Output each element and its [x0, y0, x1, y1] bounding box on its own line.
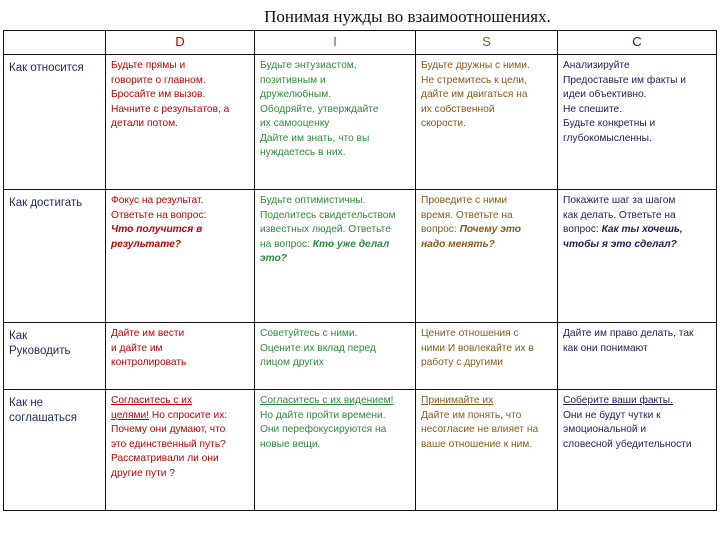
cell-text: Они не будут чутки к эмоциональной и словесной убедительности [563, 409, 692, 450]
cell-text: Будьте энтузиастом, позитивным и дружелюбным. Ободряйте, утверждайте их самооценку Дайте им знать, что вы нуждаетесь в них. [260, 60, 379, 158]
corner-cell [4, 31, 106, 55]
header-row [4, 31, 717, 55]
cell-text: Почему это надо менять? [421, 224, 522, 250]
cell-text: Кто уже делал это? [260, 238, 390, 264]
cell-text: Согласитесь с их видением! [260, 395, 394, 406]
cell-text: Но дайте пройти времени. Они перефокусируются на новые вещи. [260, 409, 387, 450]
cell-text: Анализируйте Предоставьте им факты и идеи объективно. Не спешите. Будьте конкретны и глубокомысленны. [563, 60, 686, 144]
table-row [4, 55, 717, 190]
table-row [4, 190, 717, 323]
row-label: Как достигать [4, 190, 106, 323]
table-cell-c [558, 190, 717, 323]
cell-text: Будьте прямы и говорите о главном. Бросайте им вызов. Начните с результатов, а детали потом. [111, 60, 230, 129]
disc-table [3, 30, 717, 511]
table-cell-s [416, 190, 558, 323]
table-row [4, 390, 717, 511]
table-cell-i [255, 323, 416, 390]
cell-text: Покажите шаг за шагом как делать. Ответьте на вопрос: [563, 195, 676, 235]
cell-text: Но спросите их: Почему они думают, что это единственный путь? Рассматривали ли они другие пути ? [111, 409, 228, 479]
table-cell-d [106, 323, 255, 390]
cell-text: Фокус на результат. Ответьте на вопрос: [111, 195, 207, 221]
table-cell-d [106, 55, 255, 190]
table-row [4, 323, 717, 390]
cell-text: Что получится в результате? [111, 224, 203, 250]
cell-text: Проведите с ними время. Ответьте на вопрос: [421, 195, 513, 235]
cell-text: Как ты хочешь, чтобы я это сделал? [563, 224, 683, 250]
table-cell-i [255, 390, 416, 511]
table-cell-s [416, 55, 558, 190]
table-cell-c [558, 55, 717, 190]
page-title: Понимая нужды во взаимоотношениях. [264, 7, 551, 26]
table-cell-c [558, 323, 717, 390]
cell-text: Будьте дружны с ними. Не стремитесь к цели, дайте им двигаться на их собственной скорости. [421, 60, 530, 129]
cell-text: Дайте им право делать, так как они понимают [563, 328, 694, 354]
table-cell-d [106, 390, 255, 511]
cell-text: Цените отношения с ними И вовлекайте их в работу с другими [421, 328, 534, 368]
table-cell-i [255, 55, 416, 190]
table-cell-s [416, 390, 558, 511]
row-label: Как относится [4, 55, 106, 190]
cell-text: Советуйтесь с ними. Оцените их вклад перед лицом других [260, 328, 376, 368]
column-header-d: D [106, 31, 255, 55]
table-cell-s [416, 323, 558, 390]
cell-text: Будьте оптимистичны. Поделитесь свидетельством известных людей. Ответьте на вопрос: [260, 195, 396, 250]
table-cell-c [558, 390, 717, 511]
column-header-i: I [255, 31, 416, 55]
row-label: Как не соглашаться [4, 390, 106, 511]
column-header-c: C [558, 31, 717, 55]
cell-text: Принимайте их [421, 395, 494, 406]
column-header-s: S [416, 31, 558, 55]
cell-text: Соберите ваши факты. [563, 395, 673, 406]
cell-text: Дайте им понять, что несогласие не влияет на ваше отношение к ним. [421, 409, 539, 450]
table-cell-d [106, 190, 255, 323]
row-label: Как Руководить [4, 323, 106, 390]
table-cell-i [255, 190, 416, 323]
cell-text: Дайте им вести и дайте им контролировать [111, 328, 187, 368]
cell-text: Согласитесь с их целями! [111, 395, 193, 421]
